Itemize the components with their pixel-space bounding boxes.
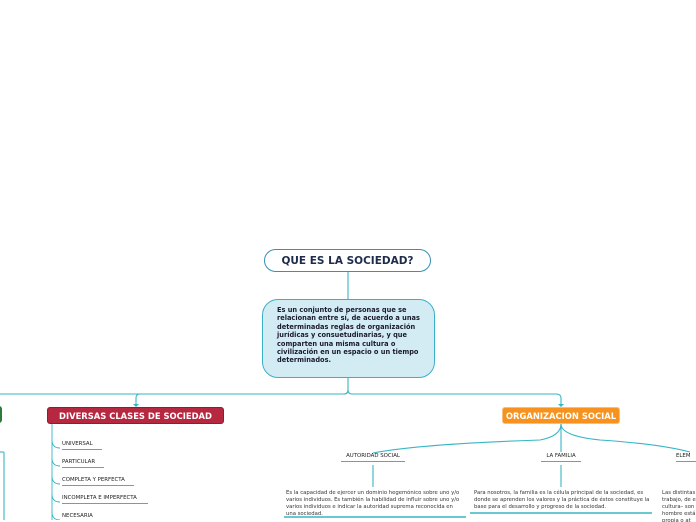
autoridad-social-text[interactable]: Es la capacidad de ejercer un dominio hegemónico sobre uno y/o varios individuos. Es también la habilidad de influir sobre uno y/o varios individuos e indicar la autoridad suprema reconocida en una sociedad. — [286, 490, 460, 517]
elementos-text[interactable]: Las distintas trabajo, de e cultura– son hombre está propia o at — [662, 490, 696, 522]
la-familia-text[interactable]: Para nosotros, la familia es la célula principal de la sociedad, es donde se aprenden los valores y la práctica de éstos constituye la base para el desarrollo y progreso de la sociedad. — [474, 490, 650, 510]
definition-node[interactable]: Es un conjunto de personas que se relacionan entre sí, de acuerdo a unas determinadas reglas de organización jurídicas y consuetudinarias, y que comparten una misma cultura o civilización en un espacio o un tiempo determinados. — [262, 299, 435, 378]
clase-item-completa[interactable]: COMPLETA Y PERFECTA — [62, 477, 134, 486]
elementos-node[interactable]: ELEM — [676, 453, 696, 462]
la-familia-node[interactable]: LA FAMILIA — [541, 453, 581, 462]
autoridad-social-node[interactable]: AUTORIDAD SOCIAL — [341, 453, 405, 462]
clase-item-incompleta[interactable]: INCOMPLETA E IMPERFECTA — [62, 495, 148, 504]
clase-item-particular[interactable]: PARTICULAR — [62, 459, 104, 468]
central-topic[interactable]: QUE ES LA SOCIEDAD? — [264, 249, 431, 272]
left-branch-node[interactable] — [0, 406, 2, 423]
clase-item-necesaria[interactable]: NECESARIA — [62, 513, 93, 519]
clases-de-sociedad-node[interactable]: DIVERSAS CLASES DE SOCIEDAD — [47, 407, 224, 424]
clase-item-universal[interactable]: UNIVERSAL — [62, 441, 102, 450]
organizacion-social-node[interactable]: ORGANIZACION SOCIAL — [502, 407, 620, 424]
